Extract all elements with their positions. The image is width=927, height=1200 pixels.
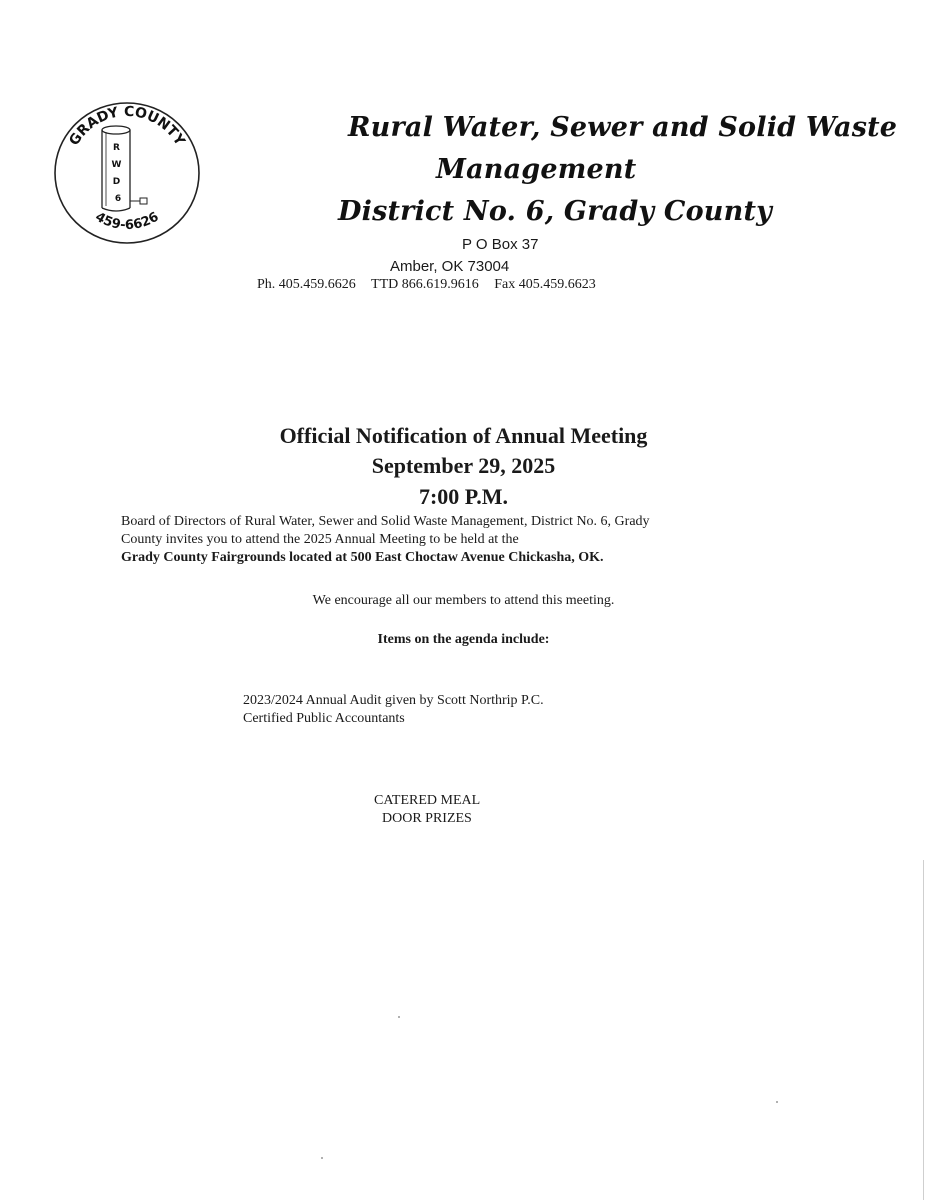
- agenda-item: 2023/2024 Annual Audit given by Scott Northrip P.C.: [243, 693, 544, 708]
- tower-letter: W: [111, 160, 122, 170]
- tower-letter: D: [112, 177, 121, 187]
- po-box: P O Box 37: [462, 236, 539, 253]
- logo-bottom-text: 459-6626: [92, 209, 162, 234]
- district-logo: [52, 98, 202, 248]
- fax-number: Fax 405.459.6623: [494, 277, 596, 292]
- encouragement-text: We encourage all our members to attend this meeting.: [312, 593, 615, 608]
- city-state-zip: Amber, OK 73004: [390, 258, 510, 275]
- tower-letter: R: [112, 143, 120, 153]
- meeting-date: September 29, 2025: [371, 453, 556, 478]
- svg-text:R W D 6: [111, 143, 124, 204]
- extra-item: DOOR PRIZES: [382, 811, 472, 826]
- tower-letter: 6: [114, 194, 122, 204]
- agenda-list: [243, 692, 544, 728]
- svg-text:GRADY COUNTY: [66, 104, 188, 149]
- contact-numbers: [257, 277, 608, 293]
- agenda-item: Certified Public Accountants: [243, 711, 405, 726]
- scan-speck: [776, 1101, 778, 1103]
- letterhead-title-line-3: District No. 6, Grady County: [338, 196, 773, 227]
- meeting-time: 7:00 P.M.: [418, 484, 508, 509]
- scan-speck: [321, 1157, 323, 1159]
- notice-body: [121, 513, 821, 567]
- scan-speck: [398, 1016, 400, 1018]
- extra-item: CATERED MEAL: [374, 793, 481, 808]
- meeting-location: Grady County Fairgrounds located at 500 East Choctaw Avenue Chickasha, OK.: [121, 550, 604, 565]
- phone-number: Ph. 405.459.6626: [257, 277, 356, 292]
- body-line: County invites you to attend the 2025 Annual Meeting to be held at the: [121, 532, 519, 547]
- letterhead-title-line-2: Management: [436, 154, 637, 185]
- agenda-heading: Items on the agenda include:: [377, 632, 550, 647]
- notice-heading: Official Notification of Annual Meeting: [279, 423, 648, 448]
- ttd-number: TTD 866.619.9616: [371, 277, 479, 292]
- body-line: Board of Directors of Rural Water, Sewer and Solid Waste Management, District No. 6, Grady: [121, 514, 650, 529]
- svg-text:459-6626: [93, 210, 162, 234]
- scan-edge-line: [923, 860, 924, 1200]
- meeting-extras: [374, 792, 480, 828]
- logo-top-text: GRADY COUNTY: [66, 103, 188, 149]
- letterhead-title-line-1: Rural Water, Sewer and Solid Waste: [348, 112, 898, 143]
